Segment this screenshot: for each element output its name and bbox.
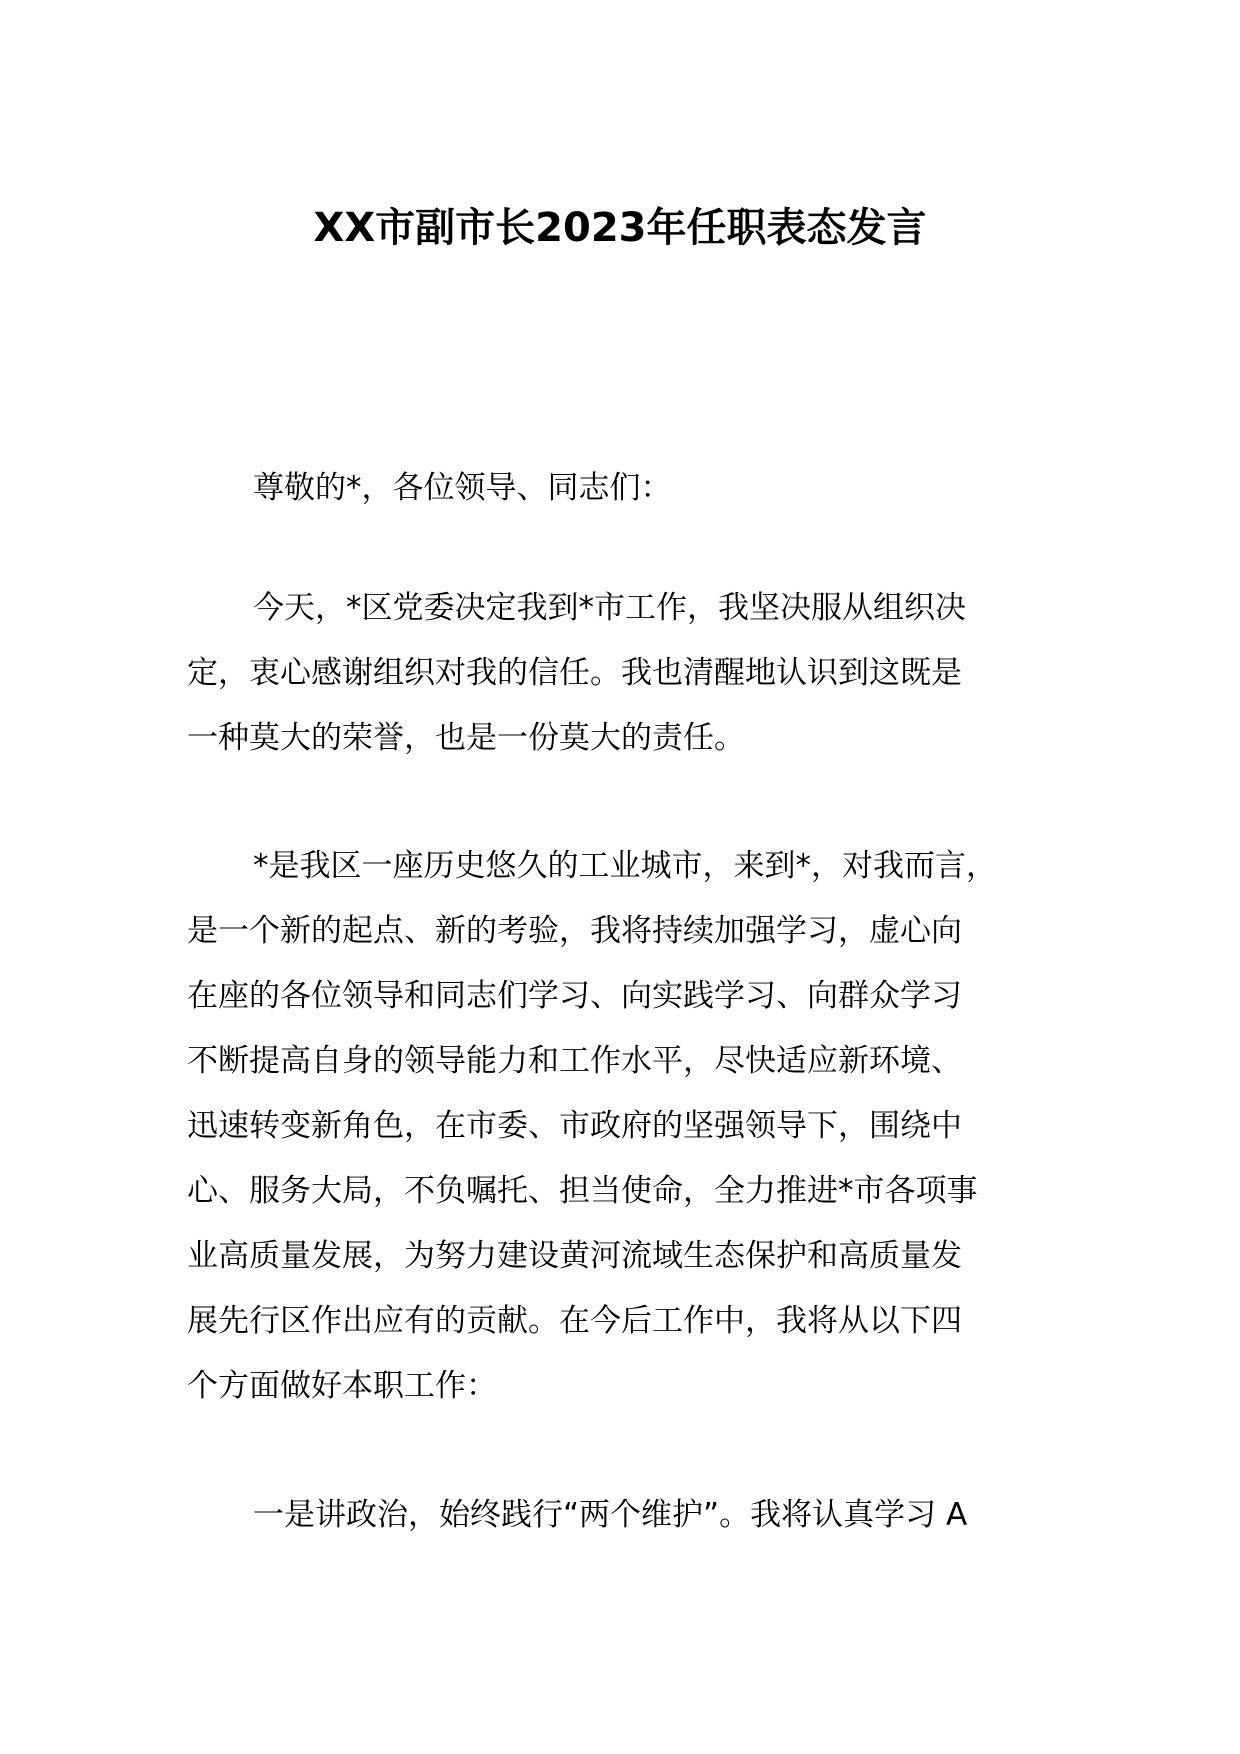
paragraph-line: 不断提高自身的领导能力和工作水平，尽快适应新环境、 [187,1043,962,1079]
paragraph-line: 是一个新的起点、新的考验，我将持续加强学习，虚心向 [187,913,962,949]
paragraph-3 [187,1483,1067,1548]
paragraph-line: 定，衷心感谢组织对我的信任。我也清醒地认识到这既是 [187,655,962,691]
paragraph-line: 在座的各位领导和同志们学习、向实践学习、向群众学习 [187,978,962,1014]
paragraph-line: *是我区一座历史悠久的工业城市，来到*，对我而言， [253,848,997,884]
paragraph-line: 心、服务大局，不负嘱托、担当使命，全力推进*市各项事 [187,1173,978,1209]
paragraph-line: 展先行区作出应有的贡献。在今后工作中，我将从以下四 [187,1303,962,1339]
paragraph-line: 业高质量发展，为努力建设黄河流域生态保护和高质量发 [187,1238,962,1274]
document-title: XX市副市长2023年任职表态发言 [313,205,927,251]
paragraph-1 [187,576,1067,771]
paragraph-line: 今天，*区党委决定我到*市工作，我坚决服从组织决 [253,590,966,626]
salutation-text: 尊敬的*，各位领导、同志们： [253,470,672,506]
paragraph-line: 迅速转变新角色，在市委、市政府的坚强领导下，围绕中 [187,1108,962,1144]
paragraph-line: 个方面做好本职工作： [187,1368,497,1404]
salutation [187,456,1067,521]
paragraph-line: 一是讲政治，始终践行“两个维护”。我将认真学习 A [253,1497,968,1533]
paragraph-line: 一种莫大的荣誉，也是一份莫大的责任。 [187,720,745,756]
paragraph-2 [187,834,1067,1419]
